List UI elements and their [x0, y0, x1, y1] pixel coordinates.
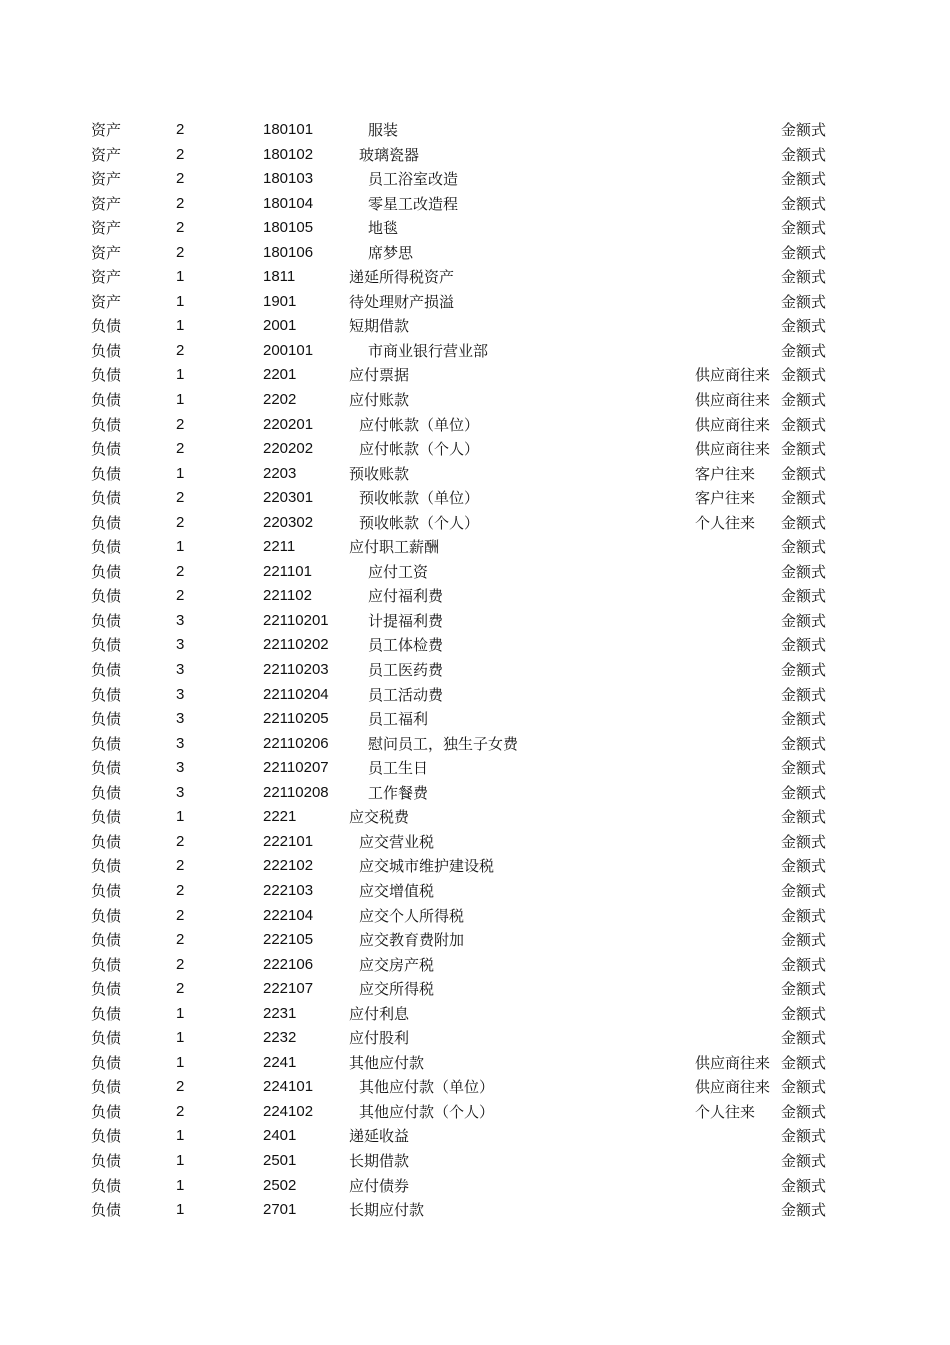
account-type-cell: 负债 — [91, 636, 122, 655]
table-row — [0, 216, 950, 241]
account-format-cell: 金额式 — [781, 734, 827, 753]
account-name-cell: 长期应付款 — [349, 1201, 425, 1220]
account-name-cell: 服装 — [368, 121, 399, 139]
account-name-cell: 应交增值税 — [359, 881, 435, 900]
account-level-cell: 2 — [176, 243, 185, 261]
table-row — [0, 879, 950, 904]
account-name-cell: 应付职工薪酬 — [349, 538, 440, 557]
account-type-cell: 负债 — [91, 415, 122, 434]
account-type-cell: 负债 — [91, 489, 122, 508]
account-type-cell: 资产 — [91, 170, 122, 189]
account-code-cell: 2701 — [263, 1201, 297, 1219]
account-code-cell: 2203 — [263, 464, 297, 482]
account-type-cell: 负债 — [91, 685, 122, 704]
account-level-cell: 1 — [176, 538, 185, 556]
account-type-cell: 负债 — [91, 587, 122, 606]
account-code-cell: 224101 — [263, 1078, 314, 1096]
account-level-cell: 1 — [176, 1004, 185, 1022]
account-type-cell: 负债 — [91, 1127, 122, 1146]
account-level-cell: 2 — [176, 341, 185, 359]
account-level-cell: 3 — [176, 636, 185, 654]
account-type-cell: 负债 — [91, 857, 122, 876]
account-name-cell: 其他应付款（单位） — [359, 1078, 495, 1097]
account-format-cell: 金额式 — [781, 440, 827, 459]
account-level-cell: 2 — [176, 219, 185, 237]
account-level-cell: 3 — [176, 710, 185, 728]
table-row — [0, 584, 950, 609]
account-type-cell: 负债 — [91, 464, 122, 483]
account-type-cell: 资产 — [91, 194, 122, 213]
account-format-cell: 金额式 — [781, 1176, 827, 1195]
account-type-cell: 资产 — [91, 145, 122, 164]
account-type-cell: 负债 — [91, 366, 122, 385]
account-format-cell: 金额式 — [781, 857, 827, 876]
account-code-cell: 222107 — [263, 980, 314, 998]
account-name-cell: 应交城市维护建设税 — [359, 857, 495, 876]
auxiliary-accounting-cell: 供应商往来 — [695, 391, 771, 410]
table-row — [0, 1198, 950, 1223]
account-code-cell: 2501 — [263, 1151, 297, 1169]
account-code-cell: 180103 — [263, 170, 314, 188]
account-level-cell: 2 — [176, 513, 185, 531]
table-row — [0, 1026, 950, 1051]
table-row — [0, 707, 950, 732]
account-type-cell: 负债 — [91, 440, 122, 459]
account-type-cell: 资产 — [91, 121, 122, 139]
account-format-cell: 金额式 — [781, 611, 827, 630]
account-code-cell: 221102 — [263, 587, 312, 605]
table-row — [0, 388, 950, 413]
account-format-cell: 金额式 — [781, 1127, 827, 1146]
account-format-cell: 金额式 — [781, 1004, 827, 1023]
account-name-cell: 应付利息 — [349, 1004, 410, 1023]
account-format-cell: 金额式 — [781, 292, 827, 311]
account-format-cell: 金额式 — [781, 832, 827, 851]
account-format-cell: 金额式 — [781, 538, 827, 557]
account-code-cell: 222101 — [263, 832, 314, 850]
table-row — [0, 1051, 950, 1076]
account-level-cell: 3 — [176, 611, 185, 629]
account-code-cell: 22110208 — [263, 783, 329, 801]
auxiliary-accounting-cell: 客户往来 — [695, 464, 756, 483]
account-code-cell: 180101 — [263, 121, 314, 138]
account-type-cell: 负债 — [91, 931, 122, 950]
account-type-cell: 资产 — [91, 219, 122, 238]
account-level-cell: 2 — [176, 587, 185, 605]
account-level-cell: 1 — [176, 1127, 185, 1145]
account-type-cell: 负债 — [91, 341, 122, 360]
account-code-cell: 220202 — [263, 440, 314, 458]
account-type-cell: 负债 — [91, 808, 122, 827]
account-code-cell: 180102 — [263, 145, 314, 163]
table-row — [0, 953, 950, 978]
account-type-cell: 负债 — [91, 317, 122, 336]
account-table — [0, 118, 950, 1223]
account-type-cell: 负债 — [91, 881, 122, 900]
account-type-cell: 负债 — [91, 611, 122, 630]
account-code-cell: 220201 — [263, 415, 314, 433]
auxiliary-accounting-cell: 客户往来 — [695, 489, 756, 508]
auxiliary-accounting-cell: 供应商往来 — [695, 415, 771, 434]
account-level-cell: 1 — [176, 464, 185, 482]
table-row — [0, 560, 950, 585]
account-type-cell: 资产 — [91, 268, 122, 287]
account-name-cell: 递延所得税资产 — [349, 268, 455, 287]
table-row — [0, 756, 950, 781]
table-row — [0, 143, 950, 168]
table-row — [0, 904, 950, 929]
account-name-cell: 员工体检费 — [368, 636, 444, 655]
account-format-cell: 金额式 — [781, 513, 827, 532]
account-name-cell: 慰问员工，独生子女费 — [368, 734, 519, 753]
account-type-cell: 资产 — [91, 292, 122, 311]
account-level-cell: 2 — [176, 170, 185, 188]
account-type-cell: 负债 — [91, 538, 122, 557]
account-format-cell: 金额式 — [781, 808, 827, 827]
account-format-cell: 金额式 — [781, 661, 827, 680]
table-row — [0, 781, 950, 806]
account-type-cell: 负债 — [91, 1151, 122, 1170]
account-level-cell: 3 — [176, 759, 185, 777]
account-type-cell: 负债 — [91, 1176, 122, 1195]
account-type-cell: 负债 — [91, 513, 122, 532]
account-name-cell: 应付账款 — [349, 391, 410, 410]
account-name-cell: 零星工改造程 — [368, 194, 459, 213]
account-code-cell: 22110205 — [263, 710, 329, 728]
account-name-cell: 计提福利费 — [368, 611, 444, 630]
account-level-cell: 2 — [176, 906, 185, 924]
account-level-cell: 2 — [176, 857, 185, 875]
table-row — [0, 609, 950, 634]
account-level-cell: 3 — [176, 783, 185, 801]
table-row — [0, 854, 950, 879]
account-code-cell: 2201 — [263, 366, 297, 384]
account-code-cell: 22110206 — [263, 734, 329, 752]
account-name-cell: 地毯 — [368, 219, 399, 238]
account-name-cell: 员工医药费 — [368, 661, 444, 680]
account-format-cell: 金额式 — [781, 219, 827, 238]
account-format-cell: 金额式 — [781, 636, 827, 655]
table-row — [0, 928, 950, 953]
account-format-cell: 金额式 — [781, 955, 827, 974]
account-type-cell: 负债 — [91, 783, 122, 802]
account-code-cell: 200101 — [263, 341, 314, 359]
account-level-cell: 2 — [176, 881, 185, 899]
account-code-cell: 22110201 — [263, 611, 329, 629]
table-row — [0, 314, 950, 339]
table-row — [0, 1174, 950, 1199]
account-type-cell: 负债 — [91, 759, 122, 778]
table-row — [0, 1002, 950, 1027]
account-format-cell: 金额式 — [781, 980, 827, 999]
account-level-cell: 2 — [176, 832, 185, 850]
account-name-cell: 员工生日 — [368, 759, 429, 778]
account-name-cell: 短期借款 — [349, 317, 410, 336]
table-row — [0, 486, 950, 511]
table-row — [0, 192, 950, 217]
account-code-cell: 2401 — [263, 1127, 297, 1145]
account-format-cell: 金额式 — [781, 710, 827, 729]
account-type-cell: 负债 — [91, 955, 122, 974]
table-row — [0, 437, 950, 462]
account-name-cell: 市商业银行营业部 — [368, 341, 489, 360]
account-format-cell: 金额式 — [781, 562, 827, 581]
account-level-cell: 1 — [176, 1201, 185, 1219]
account-format-cell: 金额式 — [781, 931, 827, 950]
table-row — [0, 805, 950, 830]
account-level-cell: 2 — [176, 955, 185, 973]
account-format-cell: 金额式 — [781, 587, 827, 606]
account-name-cell: 工作餐费 — [368, 783, 429, 802]
account-level-cell: 3 — [176, 685, 185, 703]
account-name-cell: 预收帐款（个人） — [359, 513, 480, 532]
account-name-cell: 员工活动费 — [368, 685, 444, 704]
account-code-cell: 180106 — [263, 243, 314, 261]
account-level-cell: 1 — [176, 808, 185, 826]
account-format-cell: 金额式 — [781, 1053, 827, 1072]
account-name-cell: 递延收益 — [349, 1127, 410, 1146]
account-type-cell: 负债 — [91, 1004, 122, 1023]
account-code-cell: 2202 — [263, 391, 297, 409]
account-format-cell: 金额式 — [781, 145, 827, 164]
table-row — [0, 511, 950, 536]
account-code-cell: 2211 — [263, 538, 296, 556]
account-code-cell: 180105 — [263, 219, 314, 237]
account-format-cell: 金额式 — [781, 391, 827, 410]
account-type-cell: 负债 — [91, 832, 122, 851]
account-code-cell: 180104 — [263, 194, 314, 212]
auxiliary-accounting-cell: 供应商往来 — [695, 366, 771, 385]
account-name-cell: 预收账款 — [349, 464, 410, 483]
account-name-cell: 员工浴室改造 — [368, 170, 459, 189]
account-type-cell: 负债 — [91, 734, 122, 753]
account-format-cell: 金额式 — [781, 415, 827, 434]
account-type-cell: 负债 — [91, 710, 122, 729]
auxiliary-accounting-cell: 个人往来 — [695, 513, 756, 532]
account-code-cell: 1901 — [263, 292, 297, 310]
account-format-cell: 金额式 — [781, 783, 827, 802]
account-code-cell: 220301 — [263, 489, 314, 507]
account-level-cell: 1 — [176, 1053, 185, 1071]
account-format-cell: 金额式 — [781, 1102, 827, 1121]
account-level-cell: 1 — [176, 268, 185, 286]
account-name-cell: 应交教育费附加 — [359, 931, 465, 950]
table-row — [0, 363, 950, 388]
account-name-cell: 应付票据 — [349, 366, 410, 385]
account-type-cell: 负债 — [91, 980, 122, 999]
account-level-cell: 2 — [176, 980, 185, 998]
account-name-cell: 应交营业税 — [359, 832, 435, 851]
account-code-cell: 222102 — [263, 857, 314, 875]
account-code-cell: 22110204 — [263, 685, 329, 703]
table-row — [0, 167, 950, 192]
account-level-cell: 3 — [176, 661, 185, 679]
account-type-cell: 负债 — [91, 1201, 122, 1220]
account-code-cell: 22110202 — [263, 636, 329, 654]
account-level-cell: 1 — [176, 1176, 185, 1194]
table-row — [0, 241, 950, 266]
account-name-cell: 应付债券 — [349, 1176, 410, 1195]
account-code-cell: 221101 — [263, 562, 312, 580]
account-format-cell: 金额式 — [781, 194, 827, 213]
account-level-cell: 1 — [176, 1029, 185, 1047]
account-format-cell: 金额式 — [781, 1029, 827, 1048]
account-name-cell: 其他应付款 — [349, 1053, 425, 1072]
account-name-cell: 应付股利 — [349, 1029, 410, 1048]
account-type-cell: 负债 — [91, 661, 122, 680]
table-row — [0, 413, 950, 438]
account-format-cell: 金额式 — [781, 121, 827, 139]
account-type-cell: 负债 — [91, 562, 122, 581]
account-level-cell: 2 — [176, 562, 185, 580]
account-name-cell: 应付帐款（单位） — [359, 415, 480, 434]
account-level-cell: 2 — [176, 931, 185, 949]
account-type-cell: 负债 — [91, 1053, 122, 1072]
account-code-cell: 22110207 — [263, 759, 329, 777]
account-name-cell: 席梦思 — [368, 243, 414, 262]
account-format-cell: 金额式 — [781, 268, 827, 287]
account-format-cell: 金额式 — [781, 906, 827, 925]
account-level-cell: 2 — [176, 145, 185, 163]
account-level-cell: 1 — [176, 391, 185, 409]
account-format-cell: 金额式 — [781, 317, 827, 336]
account-format-cell: 金额式 — [781, 341, 827, 360]
table-row — [0, 732, 950, 757]
table-row — [0, 1075, 950, 1100]
account-format-cell: 金额式 — [781, 489, 827, 508]
table-row — [0, 339, 950, 364]
table-row — [0, 290, 950, 315]
account-level-cell: 1 — [176, 366, 185, 384]
auxiliary-accounting-cell: 供应商往来 — [695, 1053, 771, 1072]
account-code-cell: 220302 — [263, 513, 314, 531]
account-type-cell: 负债 — [91, 1029, 122, 1048]
table-row — [0, 118, 950, 143]
account-type-cell: 负债 — [91, 391, 122, 410]
table-row — [0, 1100, 950, 1125]
account-format-cell: 金额式 — [781, 759, 827, 778]
account-name-cell: 玻璃瓷器 — [359, 145, 420, 164]
account-level-cell: 2 — [176, 121, 185, 138]
account-type-cell: 负债 — [91, 906, 122, 925]
account-name-cell: 待处理财产损溢 — [349, 292, 455, 311]
account-code-cell: 2241 — [263, 1053, 297, 1071]
account-name-cell: 长期借款 — [349, 1151, 410, 1170]
table-row — [0, 265, 950, 290]
account-format-cell: 金额式 — [781, 1151, 827, 1170]
account-name-cell: 员工福利 — [368, 710, 429, 729]
account-type-cell: 负债 — [91, 1102, 122, 1121]
account-format-cell: 金额式 — [781, 366, 827, 385]
account-name-cell: 其他应付款（个人） — [359, 1102, 495, 1121]
account-code-cell: 222106 — [263, 955, 314, 973]
account-code-cell: 2221 — [263, 808, 297, 826]
account-name-cell: 应交房产税 — [359, 955, 435, 974]
account-format-cell: 金额式 — [781, 685, 827, 704]
account-code-cell: 2001 — [263, 317, 297, 335]
account-level-cell: 3 — [176, 734, 185, 752]
table-row — [0, 658, 950, 683]
table-row — [0, 633, 950, 658]
table-row — [0, 1149, 950, 1174]
account-name-cell: 应交所得税 — [359, 980, 435, 999]
table-row — [0, 1124, 950, 1149]
account-code-cell: 222104 — [263, 906, 314, 924]
account-name-cell: 预收帐款（单位） — [359, 489, 480, 508]
account-code-cell: 2232 — [263, 1029, 297, 1047]
account-format-cell: 金额式 — [781, 170, 827, 189]
account-format-cell: 金额式 — [781, 243, 827, 262]
account-level-cell: 2 — [176, 1102, 185, 1120]
account-level-cell: 2 — [176, 440, 185, 458]
account-format-cell: 金额式 — [781, 881, 827, 900]
auxiliary-accounting-cell: 个人往来 — [695, 1102, 756, 1121]
account-level-cell: 2 — [176, 1078, 185, 1096]
account-code-cell: 222105 — [263, 931, 314, 949]
account-name-cell: 应付工资 — [368, 562, 429, 581]
account-level-cell: 1 — [176, 317, 185, 335]
account-code-cell: 222103 — [263, 881, 314, 899]
table-row — [0, 830, 950, 855]
account-level-cell: 2 — [176, 489, 185, 507]
account-level-cell: 2 — [176, 415, 185, 433]
account-code-cell: 22110203 — [263, 661, 329, 679]
account-code-cell: 1811 — [263, 268, 296, 286]
auxiliary-accounting-cell: 供应商往来 — [695, 440, 771, 459]
table-row — [0, 683, 950, 708]
account-level-cell: 1 — [176, 1151, 185, 1169]
table-row — [0, 462, 950, 487]
account-code-cell: 2231 — [263, 1004, 297, 1022]
account-type-cell: 负债 — [91, 1078, 122, 1097]
account-name-cell: 应交个人所得税 — [359, 906, 465, 925]
account-format-cell: 金额式 — [781, 1078, 827, 1097]
account-code-cell: 2502 — [263, 1176, 297, 1194]
account-name-cell: 应付帐款（个人） — [359, 440, 480, 459]
account-level-cell: 2 — [176, 194, 185, 212]
account-name-cell: 应交税费 — [349, 808, 410, 827]
account-level-cell: 1 — [176, 292, 185, 310]
account-format-cell: 金额式 — [781, 464, 827, 483]
account-type-cell: 资产 — [91, 243, 122, 262]
table-row — [0, 535, 950, 560]
table-row — [0, 977, 950, 1002]
account-code-cell: 224102 — [263, 1102, 314, 1120]
account-format-cell: 金额式 — [781, 1201, 827, 1220]
auxiliary-accounting-cell: 供应商往来 — [695, 1078, 771, 1097]
account-name-cell: 应付福利费 — [368, 587, 444, 606]
